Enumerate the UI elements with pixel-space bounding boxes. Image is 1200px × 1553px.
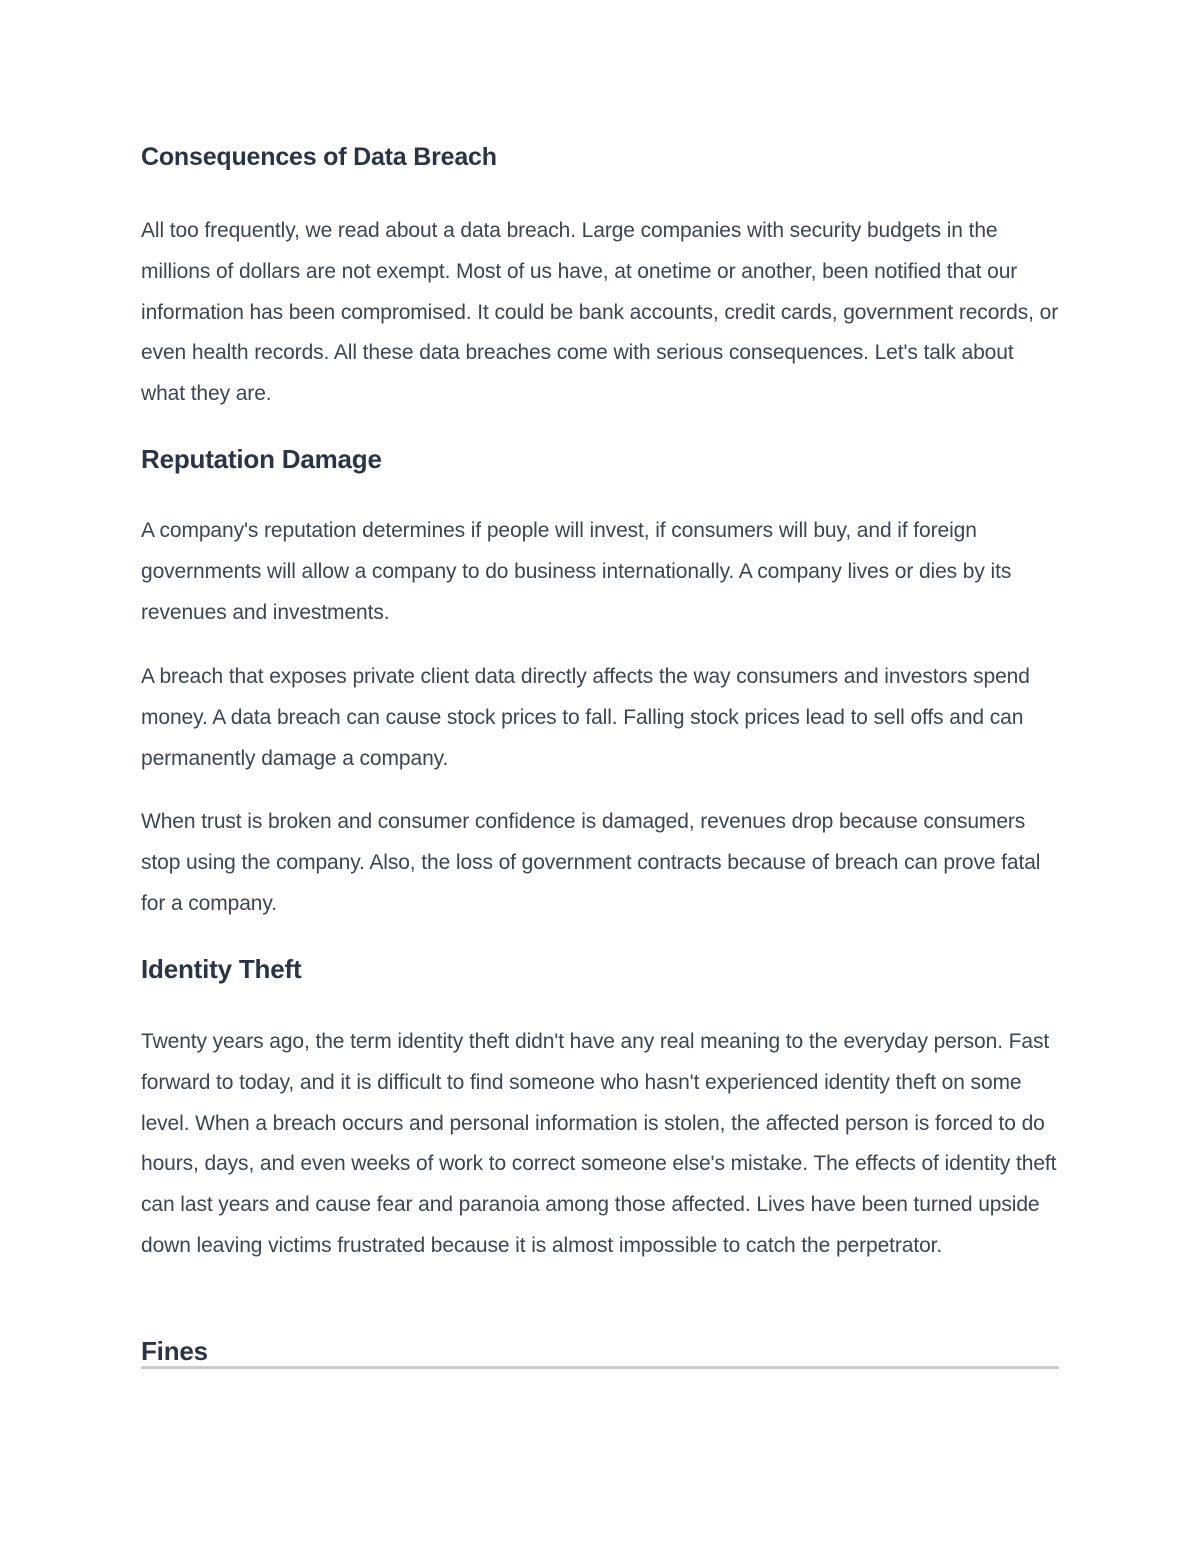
reputation-paragraph-2: A breach that exposes private client data directly affects the way consumers and investors spend money. A data breach can cause stock prices to fall. Falling stock prices lead to sell offs and can permanently damage a company. [141,665,1030,770]
identity-theft-paragraph: Twenty years ago, the term identity theft didn't have any real meaning to the everyday person. Fast forward to today, and it is difficult to find someone who hasn't experienced identity theft on some level. When a breach occurs and personal information is stolen, the affected person is forced to do hours, days, and even weeks of work to correct someone else's mistake. The effects of identity theft can last years and cause fear and paranoia among those affected. Lives have been turned upside down leaving victims frustrated because it is almost impossible to catch the perpetrator. [141,1030,1057,1257]
document-title: Consequences of Data Breach [141,143,497,171]
reputation-paragraph-3: When trust is broken and consumer confidence is damaged, revenues drop because consumers stop using the company. Also, the loss of government contracts because of breach can prove fatal for a company. [141,810,1041,915]
section-divider [141,1366,1059,1369]
section-heading-identity-theft: Identity Theft [141,954,302,984]
intro-paragraph: All too frequently, we read about a data breach. Large companies with security budgets in the millions of dollars are not exempt. Most of us have, at onetime or another, been notified that our information has been compromised. It could be bank accounts, credit cards, government records, or even health records. All these data breaches come with serious consequences. Let's talk about what they are. [141,219,1059,406]
section-heading-fines: Fines [141,1336,208,1366]
reputation-paragraph-1: A company's reputation determines if people will invest, if consumers will buy, and if foreign governments will allow a company to do business internationally. A company lives or dies by its revenues and investments. [141,519,1012,624]
section-heading-reputation-damage: Reputation Damage [141,444,382,474]
